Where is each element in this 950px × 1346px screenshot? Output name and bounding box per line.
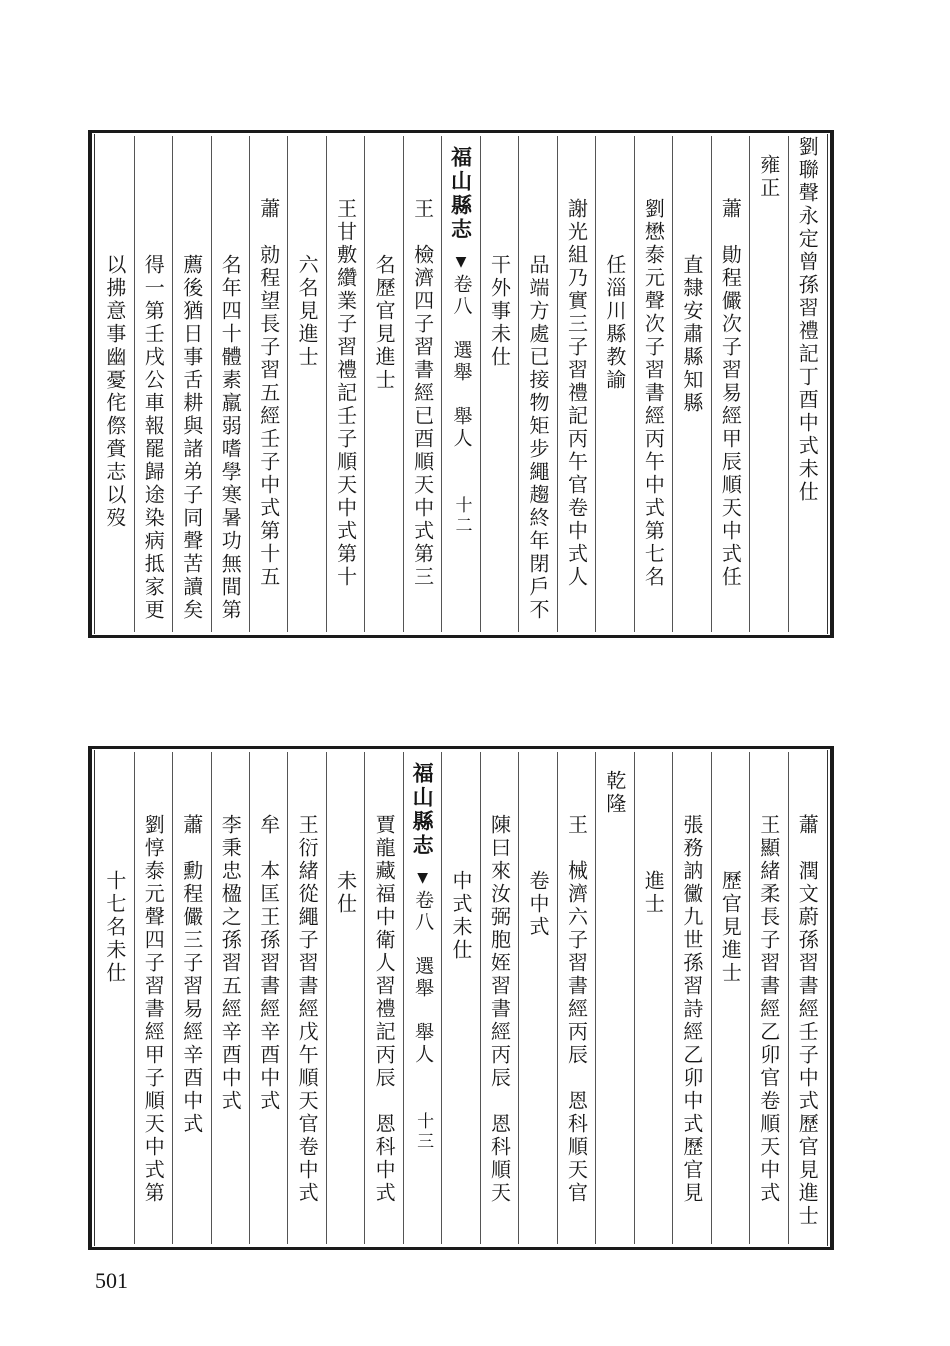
top-right-column-text: 蕭 勛程儼次子習易經甲辰順天中式任 — [718, 198, 743, 589]
bottom-right-column — [518, 752, 556, 1244]
bottom-right-column — [557, 752, 595, 1244]
bottom-leaf-number: 十三 — [413, 1112, 434, 1152]
top-right-column — [480, 136, 518, 632]
top-right-column-text: 品端方處已接物矩步繩趨終年閉戶不 — [525, 254, 550, 622]
top-right-column-text: 干外事未仕 — [487, 254, 512, 369]
top-right-column-text: 任淄川縣教諭 — [602, 254, 627, 392]
page-number: 501 — [95, 1268, 128, 1293]
top-page-panel — [88, 130, 834, 638]
top-left-column — [211, 136, 249, 632]
bottom-right-column-text: 王 械濟六子習書經丙辰 恩科順天官 — [564, 814, 589, 1205]
bottom-right-column — [441, 752, 479, 1244]
bottom-left-column — [249, 752, 287, 1244]
top-text-columns — [96, 136, 826, 632]
top-right-column — [711, 136, 749, 632]
bottom-right-column — [749, 752, 787, 1244]
bottom-right-column — [672, 752, 710, 1244]
top-right-column-text: 雍正 — [756, 154, 781, 200]
bottom-right-column — [788, 752, 826, 1244]
top-right-column — [518, 136, 556, 632]
top-left-column-text: 以拂意事幽憂侘傺賫志以歿 — [102, 254, 127, 530]
top-right-column-text: 直隸安肅縣知縣 — [679, 254, 704, 415]
top-left-column-text: 得一第壬戌公車報罷歸途染病抵家更 — [141, 254, 166, 622]
top-volume-label: 卷八 選舉 舉人 — [450, 274, 473, 450]
bottom-left-column-text: 蕭 勳程儼三子習易經辛酉中式 — [179, 814, 204, 1136]
top-leaf-number: 十二 — [451, 496, 472, 536]
top-left-column — [134, 136, 172, 632]
top-left-column-text: 薦後猶日事舌耕與諸弟子同聲苦讀矣 — [179, 254, 204, 622]
bottom-left-column — [134, 752, 172, 1244]
bottom-left-column-text: 賈龍藏福中衛人習禮記丙辰 恩科中式 — [372, 814, 397, 1205]
bottom-left-column-text: 王衍緒從繩子習書經戊午順天官卷中式 — [295, 814, 320, 1205]
bottom-right-column-text: 蕭 潤文蔚孫習書經壬子中式歷官見進士 — [795, 814, 820, 1228]
top-left-column-text: 六名見進士 — [295, 254, 320, 369]
bottom-left-column-text: 十七名未仕 — [102, 870, 127, 985]
top-center-header-column — [441, 136, 479, 632]
top-book-title: 福山縣志 — [448, 146, 474, 242]
bottom-text-columns — [96, 752, 826, 1244]
top-left-column — [403, 136, 441, 632]
top-right-column — [634, 136, 672, 632]
bottom-right-column — [711, 752, 749, 1244]
bottom-page-panel — [88, 746, 834, 1250]
bottom-left-column-text: 李秉忠楹之孫習五經辛酉中式 — [218, 814, 243, 1113]
bottom-left-column-text: 未仕 — [333, 870, 358, 916]
top-left-column — [96, 136, 133, 632]
top-left-column — [364, 136, 402, 632]
top-fishtail-mark-icon: ▼ — [455, 254, 467, 270]
bottom-right-column-text: 乾隆 — [602, 770, 627, 816]
bottom-right-column-text: 張務訥黴九世孫習詩經乙卯中式歷官見 — [679, 814, 704, 1205]
bottom-book-title: 福山縣志 — [410, 762, 436, 858]
top-left-column — [172, 136, 210, 632]
bottom-right-column-text: 卷中式 — [525, 870, 550, 939]
bottom-left-column — [172, 752, 210, 1244]
top-right-column — [788, 136, 826, 632]
top-left-column — [249, 136, 287, 632]
top-right-column — [595, 136, 633, 632]
top-left-column — [326, 136, 364, 632]
bottom-volume-label: 卷八 選舉 舉人 — [412, 890, 435, 1066]
bottom-right-column-text: 進士 — [641, 870, 666, 916]
top-left-column — [287, 136, 325, 632]
bottom-left-column — [326, 752, 364, 1244]
bottom-left-column-text: 劉惇泰元聲四子習書經甲子順天中式第 — [141, 814, 166, 1205]
top-right-column — [749, 136, 787, 632]
top-left-column-text: 蕭 勍程望長子習五經壬子中式第十五 — [256, 198, 281, 589]
top-left-column-text: 王甘敷纘業子習禮記壬子順天中式第十 — [333, 198, 358, 589]
bottom-fishtail-mark-icon: ▼ — [417, 870, 428, 886]
bottom-right-column-text: 中式未仕 — [449, 870, 474, 962]
top-right-column — [557, 136, 595, 632]
bottom-left-column-text: 牟 本匡王孫習書經辛酉中式 — [256, 814, 281, 1113]
bottom-right-column-text: 陳曰來汝弼胞姪習書經丙辰 恩科順天 — [487, 814, 512, 1205]
top-left-column-text: 名年四十體素羸弱嗜學寒暑功無間第 — [218, 254, 243, 622]
top-right-column — [672, 136, 710, 632]
bottom-center-header-column — [403, 752, 441, 1244]
bottom-left-column — [211, 752, 249, 1244]
bottom-right-column — [634, 752, 672, 1244]
top-left-column-text: 名歷官見進士 — [372, 254, 397, 392]
bottom-left-column — [287, 752, 325, 1244]
bottom-right-column — [595, 752, 633, 1244]
bottom-left-column — [364, 752, 402, 1244]
top-left-column-text: 王 檢濟四子習書經已酉順天中式第三 — [410, 198, 435, 589]
bottom-left-column — [96, 752, 133, 1244]
top-right-column-text: 劉聯聲永定曾孫習禮記丁酉中式未仕 — [795, 136, 820, 504]
bottom-right-column-text: 王顯緒柔長子習書經乙卯官卷順天中式 — [756, 814, 781, 1205]
bottom-right-column-text: 歷官見進士 — [718, 870, 743, 985]
bottom-right-column — [480, 752, 518, 1244]
top-right-column-text: 謝光組乃實三子習禮記丙午官卷中式人 — [564, 198, 589, 589]
top-right-column-text: 劉懋泰元聲次子習書經丙午中式第七名 — [641, 198, 666, 589]
